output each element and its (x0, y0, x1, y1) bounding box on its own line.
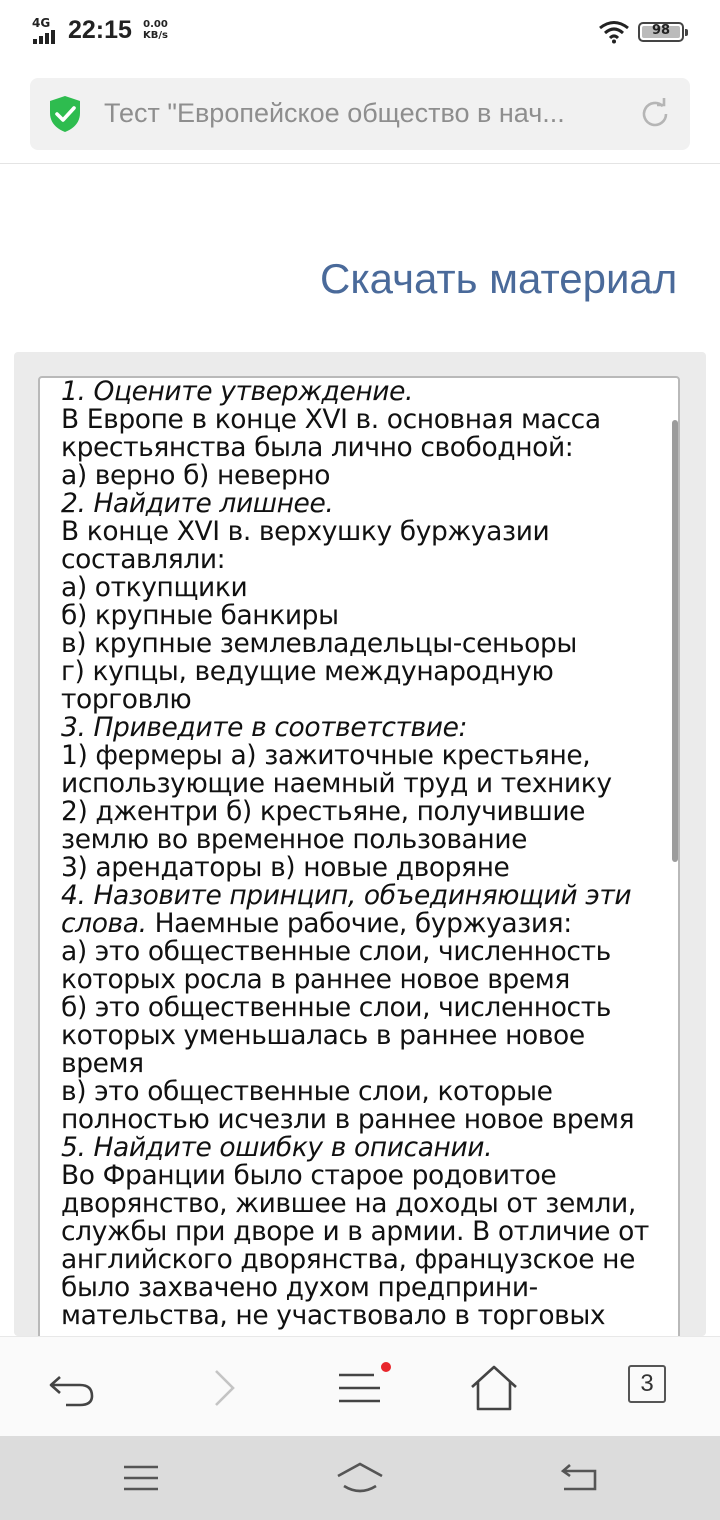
document-line (61, 1274, 671, 1302)
back-icon[interactable] (46, 1363, 96, 1413)
document-line-text: 5. Найдите ошибку в описании. (61, 1132, 493, 1163)
address-bar[interactable] (30, 78, 690, 150)
document-line (61, 434, 671, 462)
document-line-text: 3. Приведите в соответствие: (61, 712, 468, 743)
divider (0, 163, 720, 164)
document-line-text: было захвачено духом предприни- (61, 1272, 538, 1303)
document-line-text: 4. Назовите принцип, объединяющий эти (61, 880, 632, 911)
document-line-text: использующие наемный труд и технику (61, 768, 612, 799)
document-line-text: В конце XVI в. верхушку буржуазии (61, 516, 550, 547)
document-line-text: г) купцы, ведущие международную (61, 656, 554, 687)
document-line (61, 658, 671, 686)
document-line (61, 714, 671, 742)
document-line (61, 1246, 671, 1274)
document-line (61, 406, 671, 434)
document-line-text: в) это общественные слои, которые (61, 1076, 553, 1107)
document-line (61, 1078, 671, 1106)
home-icon[interactable] (469, 1363, 519, 1413)
document-line-text: В Европе в конце XVI в. основная масса (61, 404, 601, 435)
document-line-text: службы при дворе и в армии. В отличие от (61, 1216, 649, 1247)
document-line-text: Во Франции было старое родовитое (61, 1160, 557, 1191)
document-line-text: дворянство, жившее на доходы от земли, (61, 1188, 636, 1219)
network-type: 4G (32, 16, 51, 30)
document-line (61, 770, 671, 798)
document-line (61, 1134, 671, 1162)
cellular-signal-icon (31, 16, 63, 46)
document-line (61, 798, 671, 826)
document-line-text: 2. Найдите лишнее. (61, 488, 334, 519)
battery-icon (638, 22, 684, 42)
document-line-rest: Наемные рабочие, буржуазия: (146, 908, 572, 939)
content-panel (14, 352, 706, 1336)
document-line-text: 2) джентри б) крестьяне, получившие (61, 796, 586, 827)
document-line (61, 518, 671, 546)
document-line-text: б) крупные банкиры (61, 600, 339, 631)
document-line-text: время (61, 1048, 144, 1079)
document-viewer[interactable] (38, 376, 680, 1376)
wifi-icon (598, 20, 630, 44)
document-line (61, 378, 671, 406)
tabs-button[interactable]: 3 (628, 1365, 666, 1403)
page-title[interactable]: Тест "Европейское общество в нач... (104, 98, 565, 128)
document-line-text: 3) арендаторы в) новые дворяне (61, 852, 510, 883)
document-line-text: торговлю (61, 684, 192, 715)
document-line-text: слова. (61, 908, 147, 939)
document-line (61, 1190, 671, 1218)
document-line (61, 1050, 671, 1078)
document-line-text: которых уменьшалась в раннее новое (61, 1020, 585, 1051)
document-line (61, 1218, 671, 1246)
document-line-text: в) крупные землевладельцы-сеньоры (61, 628, 577, 659)
document-line-text: а) откупщики (61, 572, 248, 603)
scrollbar[interactable] (672, 420, 678, 862)
document-line-text: 1) фермеры а) зажиточные крестьяне, (61, 740, 591, 771)
network-speed-value: 0.00 (143, 19, 168, 30)
document-line-text: крестьянства была лично свободной: (61, 432, 574, 463)
document-line (61, 742, 671, 770)
document-line (61, 490, 671, 518)
status-bar (0, 0, 720, 62)
document-line (61, 826, 671, 854)
browser-toolbar (0, 1336, 720, 1437)
home-nav-icon[interactable] (336, 1462, 384, 1494)
document-line (61, 1162, 671, 1190)
document-line (61, 910, 671, 938)
document-line-text: а) это общественные слои, численность (61, 936, 611, 967)
document-line (61, 546, 671, 574)
document-line (61, 574, 671, 602)
document-line-text: 1. Оцените утверждение. (61, 376, 414, 407)
download-material-link[interactable]: Скачать материал (320, 255, 678, 302)
document-line (61, 882, 671, 910)
document-line-text: которых росла в раннее новое время (61, 964, 570, 995)
document-line (61, 1106, 671, 1134)
battery-level: 98 (651, 23, 671, 38)
back-nav-icon[interactable] (560, 1462, 600, 1494)
document-line (61, 966, 671, 994)
document-line-text: составляли: (61, 544, 226, 575)
network-speed (143, 19, 168, 41)
document-line (61, 994, 671, 1022)
document-line (61, 1022, 671, 1050)
document-line-text: полностью исчезли в раннее новое время (61, 1104, 635, 1135)
document-line-text: мательства, не участвовало в торговых (61, 1300, 606, 1331)
document-line (61, 462, 671, 490)
network-speed-unit: KB/s (143, 30, 168, 41)
clock: 22:15 (68, 16, 132, 44)
document-line-text: землю во временное пользование (61, 824, 528, 855)
document-line-text: а) верно б) неверно (61, 460, 331, 491)
forward-icon[interactable] (200, 1363, 250, 1413)
document-line (61, 630, 671, 658)
recent-apps-icon[interactable] (121, 1462, 161, 1494)
document-text (61, 378, 671, 1358)
reload-icon[interactable] (638, 97, 672, 131)
document-line-text: б) это общественные слои, численность (61, 992, 611, 1023)
system-navigation-bar (0, 1436, 720, 1520)
document-line (61, 1302, 671, 1330)
document-line (61, 686, 671, 714)
secure-shield-icon (48, 95, 82, 133)
document-line-text: английского дворянства, французское не (61, 1244, 635, 1275)
menu-icon[interactable] (334, 1363, 384, 1413)
document-line (61, 854, 671, 882)
document-line (61, 602, 671, 630)
document-line (61, 938, 671, 966)
